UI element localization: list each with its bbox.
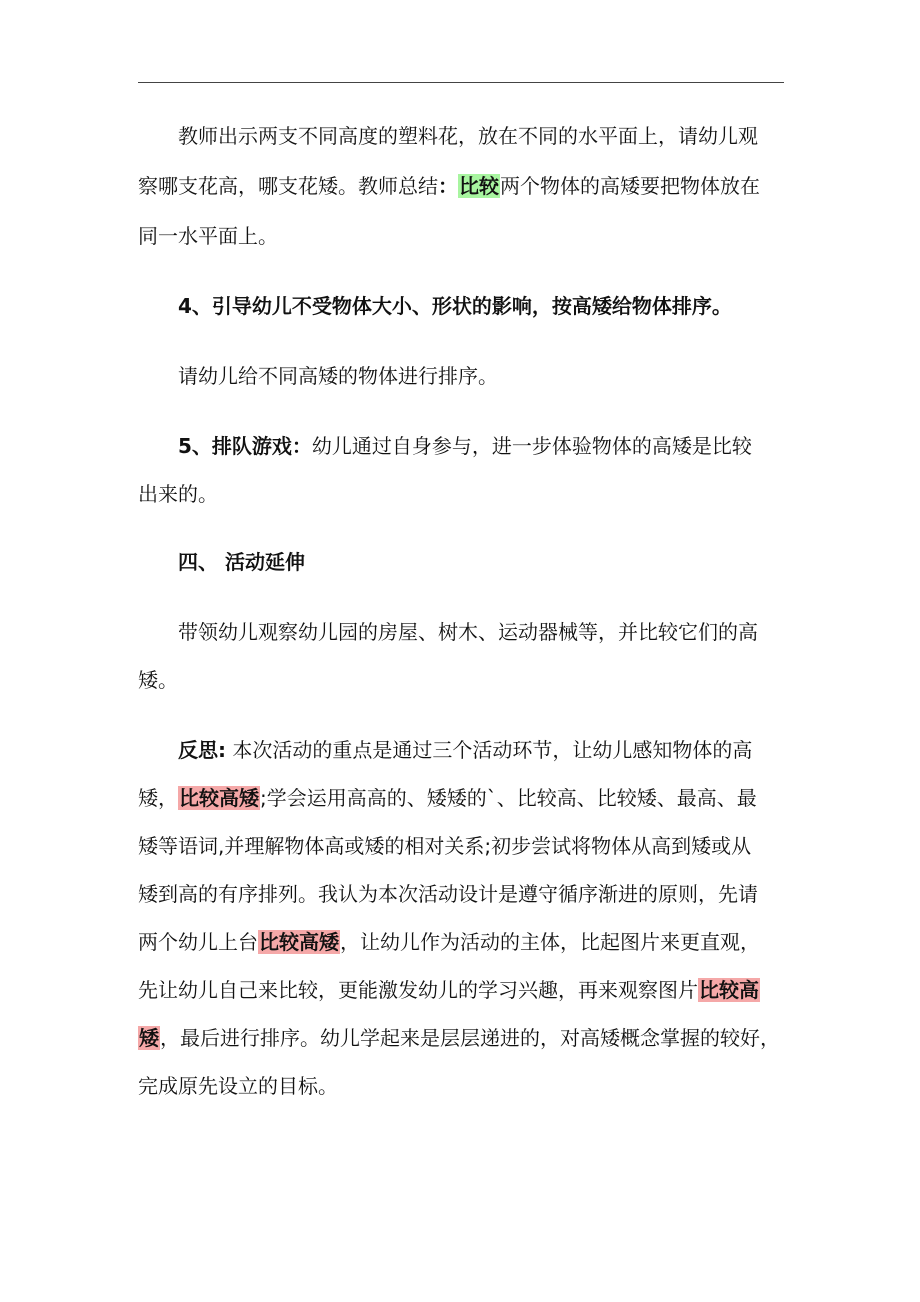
reflection-text-2b: ;学会运用高高的、矮矮的`、比较高、比较矮、最高、最 — [260, 786, 757, 810]
highlight-compare: 比较 — [459, 174, 499, 198]
reflection-text-1: 本次活动的重点是通过三个活动环节，让幼儿感知物体的高 — [226, 738, 753, 762]
p1-text-a: 察哪支花高，哪支花矮。教师总结 — [138, 174, 438, 198]
reflection-line-4: 矮到高的有序排列。我认为本次活动设计是遵守循序渐进的原则，先请 — [138, 882, 758, 906]
reflection-label: 反思: — [178, 738, 226, 762]
highlight-compare-height-1: 比较高矮 — [179, 786, 259, 810]
section-four-heading: 四、 活动延伸 — [178, 550, 305, 574]
paragraph-1-line-1: 教师出示两支不同高度的塑料花，放在不同的水平面上，请幼儿观 — [178, 124, 758, 148]
reflection-text-5b: ，让幼儿作为活动的主体，比起图片来更直观， — [340, 930, 760, 954]
reflection-line-1 — [178, 734, 752, 766]
paragraph-1-line-2 — [138, 170, 760, 202]
reflection-line-6 — [138, 974, 760, 1006]
paragraph-2: 请幼儿给不同高矮的物体进行排序。 — [178, 364, 498, 388]
highlight-compare-height-2: 比较高矮 — [259, 930, 339, 954]
reflection-line-5 — [138, 926, 760, 958]
section-5-heading: 5、排队游戏： — [178, 434, 312, 458]
p3-text: 幼儿通过自身参与，进一步体验物体的高矮是比较 — [311, 434, 752, 458]
p1-colon: ： — [438, 174, 458, 198]
reflection-text-6a: 先让幼儿自己来比较，更能激发幼儿的学习兴趣，再来观察图片 — [138, 978, 698, 1002]
reflection-line-7 — [138, 1022, 780, 1054]
reflection-line-2 — [138, 782, 757, 814]
paragraph-3-line-2: 出来的。 — [138, 482, 218, 506]
paragraph-4-line-1: 带领幼儿观察幼儿园的房屋、树木、运动器械等，并比较它们的高 — [178, 620, 758, 644]
highlight-compare-height-3a: 比较高 — [699, 978, 759, 1002]
reflection-text-2a: 矮， — [138, 786, 178, 810]
reflection-text-5a: 两个幼儿上台 — [138, 930, 258, 954]
paragraph-4-line-2: 矮。 — [138, 668, 178, 692]
header-rule — [138, 82, 784, 83]
section-4-heading: 4、引导幼儿不受物体大小、形状的影响，按高矮给物体排序。 — [178, 294, 732, 318]
highlight-compare-height-3b: 矮 — [139, 1026, 159, 1050]
p1-text-c: 两个物体的高矮要把物体放在 — [500, 174, 760, 198]
paragraph-3-line-1 — [178, 430, 752, 462]
reflection-line-3: 矮等语词,并理解物体高或矮的相对关系;初步尝试将物体从高到矮或从 — [138, 834, 752, 858]
reflection-line-8: 完成原先设立的目标。 — [138, 1074, 338, 1098]
paragraph-1-line-3: 同一水平面上。 — [138, 224, 278, 248]
reflection-text-7b: ，最后进行排序。幼儿学起来是层层递进的，对高矮概念掌握的较好， — [160, 1026, 780, 1050]
